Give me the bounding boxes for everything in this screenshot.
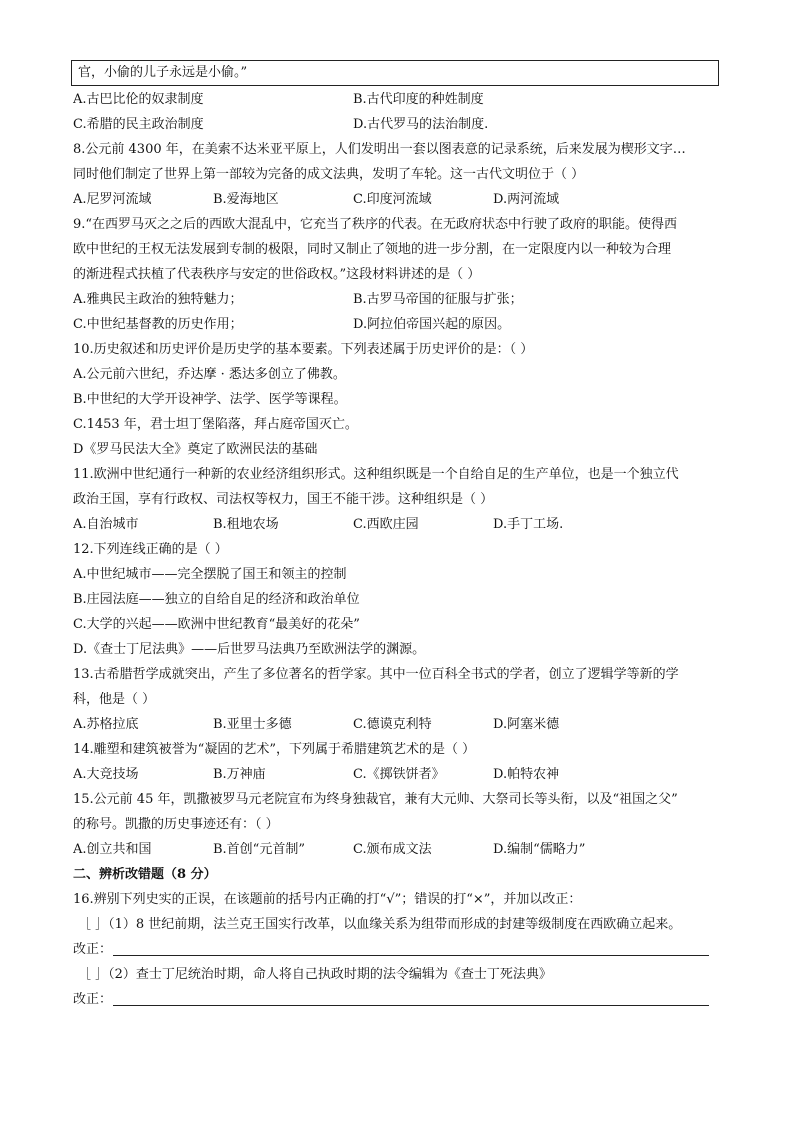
q15-option-c: C.颁布成文法 — [353, 842, 432, 857]
q11-stem-line2: 政治王国，享有行政权、司法权等权力，国王不能干涉。这种组织是（ ） — [73, 492, 494, 507]
q10-stem: 10.历史叙述和历史评价是历史学的基本要素。下列表述属于历史评价的是：（ ） — [73, 342, 534, 357]
q7-quote-tail: 官，小偷的儿子永远是小偷。” — [78, 65, 248, 80]
q15-option-d: D.编制“儒略力” — [493, 842, 586, 857]
q9-option-c: C.中世纪基督教的历史作用； — [73, 317, 243, 332]
q12-option-a: A.中世纪城市——完全摆脱了国王和领主的控制 — [73, 567, 347, 582]
q14-option-b: B.万神庙 — [213, 767, 266, 782]
q11-option-d: D.手丁工场. — [493, 517, 564, 532]
q8-option-d: D.两河流域 — [493, 192, 560, 207]
q7-option-d: D.古代罗马的法治制度. — [353, 117, 489, 132]
q15-option-b: B.首创“元首制” — [213, 842, 305, 857]
q7-option-a: A.古巴比伦的奴隶制度 — [73, 92, 204, 107]
q12-option-b: B.庄园法庭——独立的自给自足的经济和政治单位 — [73, 592, 360, 607]
q15-options — [73, 842, 723, 858]
q13-options — [73, 717, 723, 733]
q16-correction2-label: 改正： — [73, 992, 113, 1007]
section-heading: 二、辨析改错题（8 分） — [73, 867, 217, 882]
q9-options-row2 — [73, 317, 723, 333]
q8-option-b: B.爱海地区 — [213, 192, 279, 207]
q8-options — [73, 192, 723, 208]
q10-option-a: A.公元前六世纪，乔达摩 · 悉达多创立了佛教。 — [73, 367, 346, 382]
q9-options-row1 — [73, 292, 723, 308]
q9-stem-line3: 的渐进程式扶植了代表秩序与安定的世俗政权。”这段材料讲述的是（ ） — [73, 267, 481, 282]
q16-correction2-line[interactable] — [113, 1005, 709, 1006]
q15-stem-line2: 的称号。凯撒的历史事迹还有：（ ） — [73, 817, 279, 832]
q16-correction1-line[interactable] — [113, 955, 709, 956]
q7-options-row1 — [73, 92, 723, 108]
q14-options — [73, 767, 723, 783]
q9-stem-line2: 欧中世纪的王权无法发展到专制的极限，同时又制止了领地的进一步分割，在一定限度内以一种较为合理 — [73, 242, 672, 257]
q13-stem-line2: 科，他是（ ） — [73, 692, 156, 707]
q11-option-b: B.租地农场 — [213, 517, 279, 532]
q10-option-c: C.1453 年，君士坦丁堡陷落，拜占庭帝国灭亡。 — [73, 417, 358, 432]
q16-stem: 16.辨别下列史实的正误，在该题前的括号内正确的打“√”；错误的打“×”，并加以改正： — [73, 892, 582, 907]
q11-stem-line1: 11.欧洲中世纪通行一种新的农业经济组织形式。这种组织既是一个自给自足的生产单位，也是一个独立代 — [73, 467, 679, 482]
q16-correction1-label: 改正： — [73, 942, 113, 957]
q10-option-b: B.中世纪的大学开设神学、法学、医学等课程。 — [73, 392, 347, 407]
q8-option-a: A.尼罗河流域 — [73, 192, 152, 207]
q14-option-a: A.大竞技场 — [73, 767, 139, 782]
q9-option-d: D.阿拉伯帝国兴起的原因。 — [353, 317, 511, 332]
q13-option-d: D.阿塞米德 — [493, 717, 560, 732]
q12-option-d: D.《查士丁尼法典》——后世罗马法典乃至欧洲法学的渊源。 — [73, 642, 426, 657]
q12-stem: 12.下列连线正确的是（ ） — [73, 542, 228, 557]
q12-option-c: C.大学的兴起——欧洲中世纪教育“最美好的花朵” — [73, 617, 360, 632]
q14-option-c: C.《掷铁饼者》 — [353, 767, 445, 782]
q13-stem-line1: 13.古希腊哲学成就突出，产生了多位著名的哲学家。其中一位百科全书式的学者，创立了逻辑学等新的学 — [73, 667, 679, 682]
q14-option-d: D.帕特农神 — [493, 767, 560, 782]
q11-option-c: C.西欧庄园 — [353, 517, 419, 532]
q9-option-a: A.雅典民主政治的独特魅力； — [73, 292, 243, 307]
q15-option-a: A.创立共和国 — [73, 842, 152, 857]
q10-option-d: D《罗马民法大全》奠定了欧洲民法的基础 — [73, 442, 318, 457]
q16-item2: ［ ］（2）查士丁尼统治时期，命人将自己执政时期的法令编辑为《查士丁死法典》 — [78, 967, 552, 982]
q8-option-c: C.印度河流域 — [353, 192, 432, 207]
q7-option-b: B.古代印度的种姓制度 — [353, 92, 484, 107]
q15-stem-line1: 15.公元前 45 年，凯撒被罗马元老院宣布为终身独裁官，兼有大元帅、大祭司长等头衔，以及“祖国之父” — [73, 792, 678, 807]
q7-option-c: C.希腊的民主政治制度 — [73, 117, 204, 132]
q11-option-a: A.自治城市 — [73, 517, 139, 532]
q8-stem-line2: 同时他们制定了世界上第一部较为完备的成文法典，发明了车轮。这一古代文明位于（ ） — [73, 167, 585, 182]
q16-item1: ［ ］（1）8 世纪前期，法兰克王国实行改革，以血缘关系为组带而形成的封建等级制度在西欧确立起来。 — [78, 917, 682, 932]
q9-option-b: B.古罗马帝国的征服与扩张； — [353, 292, 523, 307]
q14-stem: 14.雕塑和建筑被誉为“凝固的艺术”，下列属于希腊建筑艺术的是（ ） — [73, 742, 476, 757]
q13-option-c: C.德谟克利特 — [353, 717, 432, 732]
q11-options — [73, 517, 723, 533]
q8-stem-line1: 8.公元前 4300 年，在美索不达米亚平原上，人们发明出一套以图表意的记录系统，后来发展为楔形文字… — [73, 142, 686, 157]
q7-options-row2 — [73, 117, 723, 133]
q13-option-b: B.亚里士多德 — [213, 717, 292, 732]
q13-option-a: A.苏格拉底 — [73, 717, 139, 732]
q9-stem-line1: 9.“在西罗马灭之之后的西欧大混乱中，它充当了秩序的代表。在无政府状态中行驶了政府的职能。使得西 — [73, 217, 678, 232]
